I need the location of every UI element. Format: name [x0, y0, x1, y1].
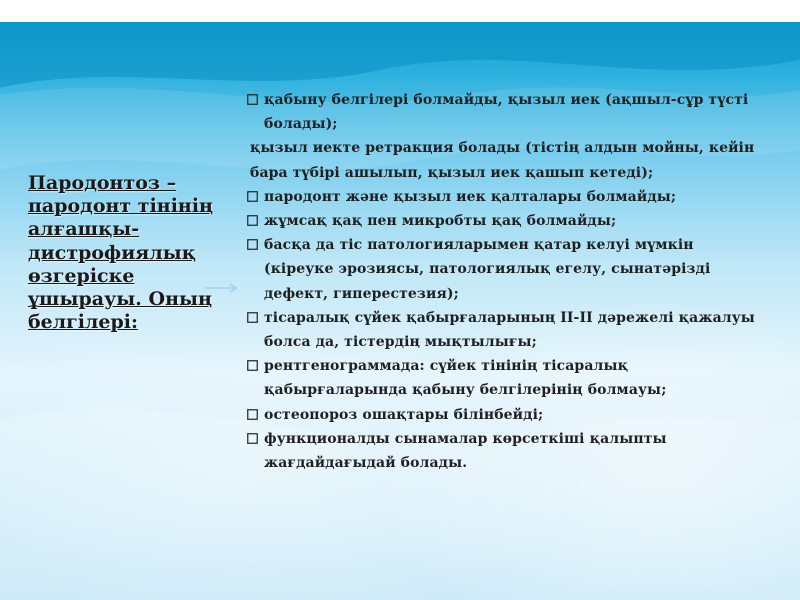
list-item-text: тісаралық сүйек қабырғаларының II-II дәрежелі қажалуы болса да, тістердің мықтылығы;: [264, 309, 755, 351]
list-item: [246, 403, 762, 427]
criteria-list: [246, 88, 762, 475]
list-item-text: басқа да тіс патологияларымен қатар келуі мүмкін (кіреуке эрозиясы, патологиялық егелу, сынатәрізді дефект, гиперестезия);: [264, 237, 711, 302]
list-item: [246, 306, 762, 354]
list-item: [246, 88, 762, 136]
list-item-text: функционалды сынамалар көрсеткіші қалыпты жағдайдағыдай болады.: [264, 430, 667, 472]
checkbox-outline-icon: [246, 88, 260, 112]
checkbox-outline-icon: [246, 354, 260, 378]
checkbox-outline-icon: [246, 403, 260, 427]
list-item: [246, 354, 762, 402]
checkbox-outline-icon: [246, 233, 260, 257]
list-item: [246, 136, 762, 184]
list-item: [246, 209, 762, 233]
arrow-connector-icon: [205, 282, 239, 294]
list-item-text: жұмсақ қақ пен микробты қақ болмайды;: [264, 213, 617, 230]
list-item-text: пародонт және қызыл иек қалталары болмайды;: [264, 188, 677, 205]
list-item-text: қызыл иекте ретракция болады (тістің алдын мойны, кейін бара түбірі ашылып, қызыл иек қашып кетеді);: [250, 140, 755, 181]
checkbox-outline-icon: [246, 209, 260, 233]
checkbox-outline-icon: [246, 185, 260, 209]
slide-title: Пародонтоз – пародонт тінінің алғашқы-дистрофиялық өзгеріске ұшырауы. Оның белгілері:: [28, 172, 214, 334]
list-item-text: қабыну белгілері болмайды, қызыл иек (ақшыл-сұр түсті болады);: [264, 92, 749, 133]
list-item: [246, 185, 762, 209]
list-item-text: рентгенограммада: сүйек тінінің тісаралық қабырғаларында қабыну белгілерінің болмауы;: [264, 358, 667, 399]
list-item: [246, 233, 762, 306]
checkbox-outline-icon: [246, 306, 260, 330]
list-item-text: остеопороз ошақтары білінбейді;: [264, 406, 544, 423]
checkbox-outline-icon: [246, 427, 260, 451]
list-item: [246, 427, 762, 475]
